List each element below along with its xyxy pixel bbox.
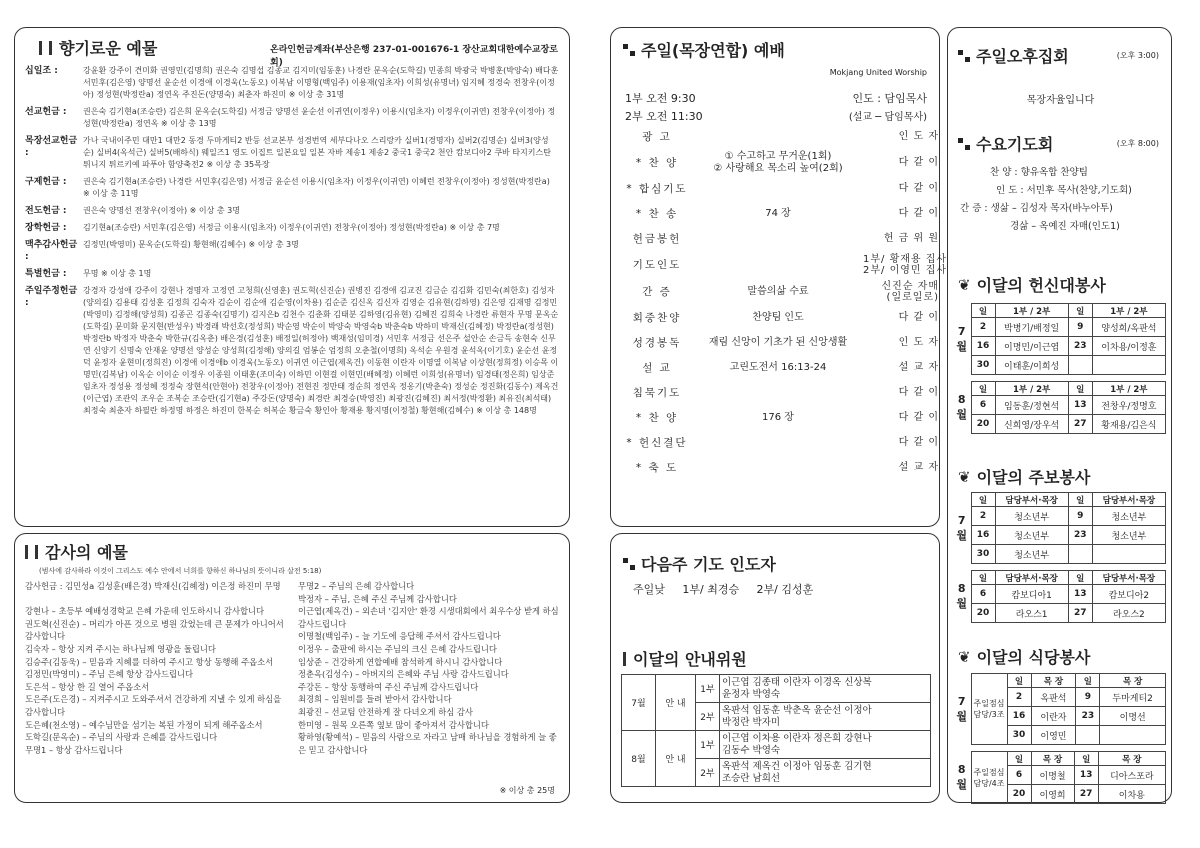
assignee-cell: 청소년부 <box>1092 507 1165 526</box>
day-cell: 30 <box>971 356 995 375</box>
offerings-title: 향기로운 예물 <box>59 39 158 58</box>
guide-row <box>622 675 931 703</box>
offering-kind: 십일조 : <box>25 66 58 76</box>
thanks-line: 도은혜(천소영) – 예수님만을 섬기는 복된 가정이 되게 해주옵소서 <box>25 719 263 730</box>
header-cell: 1부 / 2부 <box>1092 382 1165 396</box>
worship-item <box>621 278 939 305</box>
guide-part: 1부 <box>696 675 720 703</box>
header-cell: 일 <box>971 571 995 585</box>
leaf-icon: ❦ <box>958 467 971 486</box>
assignee-cell: 청소년부 <box>995 507 1068 526</box>
day-cell: 16 <box>971 337 995 356</box>
offering-names: 강경자 강성애 강주이 강현나 경명자 고정연 고청희(신영훈) 권도혁(신진순) 권병진 김경애 김교진 김금순 김김화 김민숙(최한호) 김성자(양의길) 김용태 김성훈 김정희 김숙자 김순이 김순애 김순영(이차용) 김순준 김신옥 김신자 김영순 김유현(김하영) 김은영 김재명 김정민(박영미) 김정해(양성희) 김종곤 김종숙(김명기) 김지은b 김천수 김춘화 김태분 김하영(김유현) 김혜진 김희숙 나경란 류현자 무명 문옥순(도학길) 문미화 문지현(반성우) 박경래 박선호(정성희) 박순영 박순이 박양숙 박영숙b 박춘숙b 박하미 박재신(김혜정) 박정란a(정성현) 박정란b 박정자 박춘숙 박한규(김옥춘) 배은경(김성훈) 배정일(허정아) 백재성(임미경) 서민후 서정금 선은주 설안순 손금득 송현숙 신무연 신양기 신명숙 안재윤 양명선 양성순 양성희(김정해) 양의길 엄봉순 엄정희 오춘철(이명희) 옥석순 우원경 윤석옥(이기호) 윤순선 윤정덕 윤정자 윤현미(정희진) 이경애 이경애b 이경욱(노동오) 이귀연 이근엽(제옥건) 이동현 이란자 이명열 이복남 이상현(정희정) 이승목 이명민(김복남) 이옥순 이이순 이정우 이종원 이태훈(조미숙) 이하민 이현걸 이현민(배혜정) 이혜런 이희성(유명녀) 임경태(정은희) 임상준 임초자 정성용 정성혜 정정숙 장현석(안현아) 전창우(이정아) 전현진 정만태 정순희 정연옥 정옹기(박춘숙) 정성순 정진화(김동수) 제옥건(이근엽) 조관익 조우순 조복순 조승란(김기현a) 주강돈(양명숙) 최경란 최경승(박영진) 최광진(김혜진) 최서정(박정환) 최유진(최석태) 최정숙 최춘자 하필란 하정명 하정은 하진미 한복순 허복순 황금숙 황인아 황재용 황지명(이정철) 황현해(김혜수) ※ 이상 총 148명 <box>83 286 559 415</box>
offerings-panel <box>14 27 570 527</box>
assignee-cell: 라오스1 <box>995 604 1068 623</box>
assignee-cell: 캄보디아2 <box>1092 585 1165 604</box>
thanks-line: 이정우 – 출판에 하시는 주님의 크신 은혜 감사드립니다 <box>298 643 497 654</box>
right-panel <box>947 27 1172 803</box>
guide-month: 8월 <box>622 731 656 787</box>
worship-item <box>621 405 939 430</box>
dev-tables <box>953 303 1168 434</box>
day-cell: 27 <box>1068 604 1092 623</box>
worship-title-row <box>623 38 785 61</box>
worship-item-name: 회중찬양 <box>632 312 682 324</box>
dev-title-row <box>958 273 1106 296</box>
bul-title-row <box>958 465 1090 488</box>
worship-title: 주일(목장연합) 예배 <box>641 41 785 60</box>
header-cell: 담당부서·목장 <box>995 571 1068 585</box>
month-cell: 7 월 <box>956 694 968 723</box>
header-cell: 일 <box>971 382 995 396</box>
header-cell: 1부 / 2부 <box>1092 304 1165 318</box>
offering-names: 권은숙 김기현a(조승란) 나경란 서민후(김은영) 서정금 윤순선 이용시(임초자) 이정우(이귀연) 이혜런 전창우(이정아) 정성현(박정란a) ※ 이상 총 11명 <box>83 177 550 198</box>
header-cell: 1부 / 2부 <box>995 304 1068 318</box>
worship-item <box>621 305 939 330</box>
offering-row <box>25 106 559 130</box>
offering-kind: 장학헌금 : <box>25 223 67 233</box>
day-cell: 20 <box>971 604 995 623</box>
service-row <box>953 415 1166 434</box>
service-header-row <box>953 674 1166 688</box>
service-time-2: 2부 오전 11:30 <box>625 110 703 123</box>
worship-item-name: 광 고 <box>642 131 672 143</box>
guide-title: 이달의 안내위원 <box>633 650 747 669</box>
guide-names: 옥판석 임동훈 박춘옥 윤순선 이정아 박정란 박자미 <box>720 703 931 731</box>
dev-title: 이달의 헌신대봉사 <box>976 276 1106 295</box>
assignee-cell <box>1092 356 1165 375</box>
worship-item-detail: 찬양팀 인도 <box>752 311 804 323</box>
square-icon <box>958 50 970 62</box>
service-row <box>953 318 1166 337</box>
assignee-cell: 캄보디아1 <box>995 585 1068 604</box>
day-cell: 2 <box>1007 688 1031 707</box>
worship-item-name: * 찬 양 <box>635 412 679 424</box>
service-header-row <box>953 493 1166 507</box>
offering-names: 무명 ※ 이상 총 1명 <box>83 269 152 278</box>
worship-item <box>621 380 939 405</box>
thanks-line: 감사헌금 : 김민성a 김성훈(배은경) 박재신(김혜정) 이은정 하진미 무명 <box>25 581 281 591</box>
service-row <box>953 604 1166 623</box>
day-cell <box>1068 545 1092 564</box>
month-cell: 8 월 <box>956 582 968 610</box>
service-time-1: 1부 오전 9:30 <box>625 92 696 105</box>
assignee-cell: 임동훈/정현석 <box>995 396 1068 415</box>
thanks-column-2 <box>298 580 559 756</box>
service-row <box>953 396 1166 415</box>
guide-row <box>622 731 931 759</box>
thanks-panel <box>14 533 570 803</box>
thanks-line: 김정민(박영미) – 주님 은혜 항상 감사드립니다 <box>25 669 194 680</box>
din-title-row <box>958 645 1090 668</box>
worship-item-detail: 176 장 <box>762 411 794 423</box>
day-cell <box>1068 356 1092 375</box>
offering-kind: 전도헌금 : <box>25 206 67 216</box>
day-cell: 13 <box>1068 585 1092 604</box>
wed-title: 수요기도회 <box>976 135 1054 154</box>
guide-part: 2부 <box>696 703 720 731</box>
worship-item-name: * 찬 송 <box>635 208 679 220</box>
worship-item-name: * 합심기도 <box>626 183 688 195</box>
service-header-row <box>953 752 1166 766</box>
header-cell: 일 <box>1068 304 1092 318</box>
wed-time: (오후 8:00) <box>1116 139 1159 148</box>
worship-item-leader: 인 도 자 <box>898 337 939 348</box>
guide-names: 이근엽 김종태 이란자 이경옥 신상복 윤정자 박영숙 <box>720 675 931 703</box>
assignee-cell: 디아스포라 <box>1098 766 1165 785</box>
worship-item <box>621 201 939 226</box>
wed-line: 찬 양 : 향유옥합 찬양팀 <box>990 167 1088 178</box>
thanks-verse: (범사에 감사하라 이것이 그리스도 예수 안에서 너희를 향하신 하나님의 뜻이니라 살전 5:18) <box>39 567 322 575</box>
worship-item <box>621 176 939 201</box>
worship-item-detail: 말씀의삶 수료 <box>747 285 809 297</box>
thanks-line: 권도혁(신진순) – 머리가 아픈 것으로 병원 갔었는데 큰 문제가 아니어서 감사합니다 <box>25 618 284 642</box>
bul-tables <box>953 492 1168 623</box>
header-cell: 목 장 <box>1031 752 1074 766</box>
guide-names: 옥판석 제옥건 이정아 임동훈 김기현 조승란 남희선 <box>720 759 931 787</box>
thanks-line <box>25 593 286 606</box>
guide-part: 1부 <box>696 731 720 759</box>
offering-names: 김정민(박영미) 문옥순(도학길) 황현해(김혜수) ※ 이상 총 3명 <box>83 240 299 249</box>
assignee-cell: 이영민 <box>1031 726 1076 745</box>
offering-kind: 주일주정헌금 : <box>25 286 78 308</box>
thanks-line: 임상준 – 건강하게 연합예배 참석하게 하시니 감사합니다 <box>298 656 503 667</box>
worship-item-name: * 축 도 <box>635 462 679 474</box>
thanks-line: 주강돈 – 항상 동행하여 주신 주님께 감사드립니다 <box>298 681 479 692</box>
pm-title: 주일오후집회 <box>976 47 1069 66</box>
thanks-line: 최경희 – 임원비를 들려 받아서 감사합니다 <box>298 694 452 705</box>
day-cell: 13 <box>1074 766 1098 785</box>
worship-item-name: 간 증 <box>642 286 672 298</box>
thanks-title-row <box>25 540 559 563</box>
worship-item-name: 침묵기도 <box>632 387 682 399</box>
worship-item <box>621 251 948 278</box>
day-cell: 16 <box>971 526 995 545</box>
worship-item-leader: 다 같 이 <box>898 437 939 448</box>
worship-item-detail: ① 수고하고 무거운(1회) ② 사랑해요 목소리 높여(2회) <box>713 150 843 174</box>
online-account: 온라인헌금계좌(부산은행 237-01-001676-1 장산교회대한예수교장로회) <box>270 45 559 68</box>
thanks-column-1 <box>25 580 286 756</box>
offering-names: 김기현a(조승란) 서민후(김은영) 서정금 이용시(임초자) 이정우(이귀연) 전창우(이정아) 정성현(박정란a) ※ 이상 총 7명 <box>83 223 500 232</box>
service-table <box>953 303 1166 375</box>
wed-line: 간 증 : 생삶 – 김성자 목자(바누아투) <box>960 203 1113 214</box>
offering-names: 권은숙 김기현a(조승란) 김은희 문옥순(도학길) 서정금 양명선 윤순선 이귀연(이정우) 이용시(임초자) 이정우(이귀연) 전창우(이정아) 정성현(박정란a) 정연옥 ※ 이상 총 13명 <box>83 107 556 128</box>
worship-item-leader: 신진순 자매 (일로일로) <box>881 280 939 303</box>
worship-item-leader: 다 같 이 <box>898 387 939 398</box>
assignee-cell <box>1100 726 1166 745</box>
thanks-line: 무명2 – 주님의 은혜 감사합니다 <box>298 581 415 591</box>
day-cell: 6 <box>971 585 995 604</box>
service-header-row <box>953 571 1166 585</box>
bar-icon <box>25 545 28 559</box>
label-cell: 주일점심 담당/4조 <box>971 752 1007 804</box>
assignee-cell: 이명민/이근엽 <box>995 337 1068 356</box>
day-cell: 2 <box>971 507 995 526</box>
service-table <box>953 492 1166 564</box>
assignee-cell: 청소년부 <box>995 526 1068 545</box>
thanks-title: 감사의 예물 <box>45 543 128 562</box>
guide-part: 2부 <box>696 759 720 787</box>
leader-2: (설교 ─ 담임목사) <box>848 112 927 123</box>
next-leaders: 주일낮 1부/ 최경승 2부/ 김성훈 <box>633 583 814 596</box>
assignee-cell: 박병기/배정일 <box>995 318 1068 337</box>
thanks-line: 이명철(백임주) – 늘 기도에 응답해 주셔서 감사드립니다 <box>298 631 501 642</box>
worship-item-name: 헌금봉헌 <box>632 233 682 245</box>
pm-time: (오후 3:00) <box>1116 51 1159 60</box>
offering-row <box>25 65 559 101</box>
header-cell: 일 <box>1074 752 1098 766</box>
offering-row <box>25 205 559 217</box>
header-cell: 일 <box>1068 571 1092 585</box>
bul-title: 이달의 주보봉사 <box>976 468 1091 487</box>
assignee-cell: 이명철 <box>1031 766 1074 785</box>
offering-row <box>25 176 559 200</box>
guide-names: 이근엽 이차용 이란자 정은희 강현나 김동수 박영숙 <box>720 731 931 759</box>
wed-line: 인 도 : 서민후 목사(찬양,기도회) <box>996 185 1132 196</box>
day-cell: 6 <box>1007 766 1031 785</box>
guide-table <box>621 674 931 787</box>
offerings-list <box>25 65 559 417</box>
assignee-cell: 양성희/옥판석 <box>1092 318 1165 337</box>
thanks-line: 무명1 – 항상 감사드립니다 <box>25 744 123 755</box>
thanks-line: 도학길(문옥순) – 주님의 사랑과 은혜를 감사드립니다 <box>25 732 218 743</box>
offering-names: 강윤환 강주이 견미화 권영민(김명희) 권은숙 김명섭 김종교 김지미(임동훈) 나경란 문옥순(도학길) 민종희 박광국 박병훈(박양숙) 배다훈 서민후(김은영) 양명선 윤순선 이경애 이경욱(노동오) 이복남 이명형(백임주) 이용재(임초자) 이희성(유명녀) 임지혜 정경숙 전창우(이정아) 정성현(박정란a) 정연옥 주진돈(양명숙) 최춘자 하진미 ※ 이상 총 31명 <box>83 66 559 99</box>
service-row <box>953 507 1166 526</box>
thanks-line: 황하영(황예석) – 믿음의 사람으로 자라고 남매 하나님을 경험하게 늘 좋은 믿고 감사합니다 <box>298 732 557 755</box>
thanks-line: 정춘옥(김성수) – 아버지의 은혜와 주님 사랑 감사드립니다 <box>298 669 509 680</box>
offering-names: 권은숙 양명선 전창우(이정아) ※ 이상 총 3명 <box>83 206 240 215</box>
worship-item-detail: 74 장 <box>765 207 791 219</box>
day-cell: 30 <box>1007 726 1031 745</box>
next-panel <box>610 533 940 803</box>
worship-item <box>621 124 939 149</box>
service-table <box>953 751 1166 804</box>
thanks-line: 이근엽(제옥건) – 외손녀 '김지안' 환경 시생대회에서 최우수상 받게 하심 감사드립니다 <box>298 606 559 629</box>
offering-row <box>25 285 559 417</box>
month-cell: 7 월 <box>956 513 968 542</box>
day-cell: 20 <box>1007 785 1031 804</box>
service-header-row <box>953 304 1166 318</box>
worship-item <box>621 455 939 480</box>
day-cell: 23 <box>1076 707 1100 726</box>
offering-kind: 구제헌금 : <box>25 177 67 187</box>
assignee-cell: 전창우/정명호 <box>1092 396 1165 415</box>
service-table <box>953 673 1166 745</box>
bar-icon <box>49 41 52 55</box>
worship-panel <box>610 27 948 527</box>
assignee-cell: 신희영/장우석 <box>995 415 1068 434</box>
leaf-icon: ❦ <box>958 647 971 666</box>
header-cell: 담당부서·목장 <box>1092 493 1165 507</box>
service-table <box>953 381 1166 434</box>
worship-item-name: 기도인도 <box>632 259 682 271</box>
header-cell: 일 <box>1007 752 1031 766</box>
checker-icon <box>623 558 635 570</box>
din-title: 이달의 식당봉사 <box>976 648 1091 667</box>
service-table <box>953 570 1166 623</box>
leaf-icon: ❦ <box>958 275 971 294</box>
service-row <box>953 526 1166 545</box>
guide-month: 7월 <box>622 675 656 731</box>
thanks-line: 김승주(김동욱) – 믿음과 지혜를 더하여 주시고 항상 동행해 주옵소서 <box>25 656 274 667</box>
wed-line: 경삶 – 옥예진 자매(인도1) <box>1010 221 1120 232</box>
day-cell: 27 <box>1068 415 1092 434</box>
label-cell: 주일점심 담당/3조 <box>971 674 1007 745</box>
thanks-line: 도은석 – 항상 한 길 열어 주옵소서 <box>25 681 150 692</box>
worship-item-name: 성경봉독 <box>632 337 682 349</box>
assignee-cell: 이태훈/이희성 <box>995 356 1068 375</box>
header-cell: 1부 / 2부 <box>995 382 1068 396</box>
header-cell: 담당부서·목장 <box>995 493 1068 507</box>
header-cell: 일 <box>1076 674 1100 688</box>
worship-item-leader: 1부/ 황재용 집사 2부/ 이영민 집사 <box>863 253 948 276</box>
worship-item-name: * 찬 양 <box>635 157 679 169</box>
worship-item-leader: 설 교 자 <box>898 462 939 473</box>
thanks-line: 강현나 – 초등부 예배성경학교 은혜 가운데 인도하시니 감사합니다 <box>25 606 265 617</box>
guide-title-row <box>623 647 747 670</box>
header-cell: 목 장 <box>1098 752 1165 766</box>
day-cell <box>1076 726 1100 745</box>
bar-icon <box>623 652 626 666</box>
worship-item-name: 설 교 <box>642 362 672 374</box>
service-header-row <box>953 382 1166 396</box>
worship-item <box>621 355 939 380</box>
service-row <box>953 337 1166 356</box>
offering-row <box>25 222 559 234</box>
thanks-line: 김숙자 – 항상 지켜 주시는 하나님께 영광을 돌립니다 <box>25 643 216 654</box>
offering-row <box>25 239 559 263</box>
day-cell: 2 <box>971 318 995 337</box>
header-cell: 일 <box>971 304 995 318</box>
worship-item-leader: 헌 금 위 원 <box>883 233 939 244</box>
thanks-total: ※ 이상 총 25명 <box>499 786 555 795</box>
day-cell: 9 <box>1068 507 1092 526</box>
service-row <box>953 585 1166 604</box>
assignee-cell: 두마게티2 <box>1100 688 1166 707</box>
day-cell: 20 <box>971 415 995 434</box>
day-cell: 13 <box>1068 396 1092 415</box>
thanks-line: 도은주(도은경) – 지켜주시고 도와주셔서 건강하게 지낼 수 있게 하심을 감사합니다 <box>25 694 282 717</box>
header-cell: 일 <box>1068 493 1092 507</box>
header-cell: 일 <box>971 493 995 507</box>
assignee-cell: 이차용/이정훈 <box>1092 337 1165 356</box>
pm-title-row <box>958 44 1069 67</box>
worship-item-leader: 설 교 자 <box>898 362 939 373</box>
assignee-cell: 이영희 <box>1031 785 1074 804</box>
assignee-cell: 라오스2 <box>1092 604 1165 623</box>
thanks-line: 박정자 – 주님, 은혜 주신 주님께 감사합니다 <box>298 593 457 604</box>
assignee-cell: 황재용/김은식 <box>1092 415 1165 434</box>
day-cell: 9 <box>1068 318 1092 337</box>
bar-icon <box>39 41 42 55</box>
worship-item <box>621 430 939 455</box>
offering-names: 가나 국내이주민 대만1 대만2 동경 두마게티2 반등 선교본부 성경번역 세부다나오 스리랑카 실버1(경명자) 실버2(김명순) 실버3(양성순) 실버4(옥석근) 실버5(배하식) 웨일즈1 영도 이집트 일본요일 일본 자바 제송1 제송2 중국1 중국2 천안 캄보디아2 쿠바 타지키스탄 튀니지 튀르키예 파푸아 함양축전2 ※ 이상 총 35목장 <box>83 136 551 169</box>
next-title: 다음주 기도 인도자 <box>641 555 776 574</box>
thanks-line: 한미영 – 원목 오른쪽 옆보 많이 좋아져서 감사합니다 <box>298 719 489 730</box>
assignee-cell: 이란자 <box>1031 707 1076 726</box>
assignee-cell: 이명선 <box>1100 707 1166 726</box>
offering-kind: 선교헌금 : <box>25 107 67 117</box>
worship-item-leader: 다 같 이 <box>898 412 939 423</box>
offering-kind: 특별헌금 : <box>25 269 67 279</box>
square-icon <box>623 44 635 56</box>
day-cell: 23 <box>1068 526 1092 545</box>
bar-icon <box>35 545 38 559</box>
guide-role: 안 내 <box>656 731 696 787</box>
wed-title-row <box>958 132 1053 155</box>
offering-kind: 맥추감사헌금 : <box>25 240 78 262</box>
worship-item <box>621 149 939 176</box>
worship-item-detail: 재림 신앙이 기초가 된 신앙생활 <box>708 336 848 348</box>
offering-kind: 목장선교헌금 : <box>25 136 78 158</box>
leader-1: 인도 : 담임목사 <box>852 92 927 105</box>
worship-item-leader: 다 같 이 <box>898 183 939 194</box>
header-cell: 목 장 <box>1031 674 1076 688</box>
assignee-cell <box>1092 545 1165 564</box>
assignee-cell: 옥판석 <box>1031 688 1076 707</box>
month-cell: 7 월 <box>956 324 968 353</box>
service-row <box>953 356 1166 375</box>
worship-item-leader: 인 도 자 <box>898 131 939 142</box>
day-cell: 27 <box>1074 785 1098 804</box>
assignee-cell: 청소년부 <box>995 545 1068 564</box>
worship-item-name: * 헌신결단 <box>626 437 688 449</box>
day-cell: 30 <box>971 545 995 564</box>
header-cell: 목 장 <box>1100 674 1166 688</box>
month-cell: 8 월 <box>956 763 968 791</box>
worship-item-leader: 다 같 이 <box>898 312 939 323</box>
worship-item <box>621 226 939 251</box>
worship-item-leader: 다 같 이 <box>898 208 939 219</box>
offering-row <box>25 268 559 280</box>
worship-item-detail: 고린도전서 16:13-24 <box>729 361 827 373</box>
thanks-line: 최광진 – 선교팀 안전하게 잘 다녀오게 하심 감사 <box>298 706 473 717</box>
worship-subtitle: Mokjang United Worship <box>829 68 927 77</box>
header-cell: 일 <box>1007 674 1031 688</box>
month-cell: 8 월 <box>956 393 968 421</box>
square-icon <box>958 138 970 150</box>
worship-item <box>621 330 939 355</box>
assignee-cell: 청소년부 <box>1092 526 1165 545</box>
day-cell: 16 <box>1007 707 1031 726</box>
offering-row <box>25 135 559 171</box>
header-cell: 일 <box>1068 382 1092 396</box>
pm-text: 목장자율입니다 <box>1026 95 1095 106</box>
day-cell: 6 <box>971 396 995 415</box>
worship-item-leader: 다 같 이 <box>898 157 939 168</box>
day-cell: 9 <box>1076 688 1100 707</box>
din-tables <box>953 673 1168 804</box>
assignee-cell: 이차용 <box>1098 785 1165 804</box>
wed-details <box>960 164 1165 236</box>
guide-role: 안 내 <box>656 675 696 731</box>
day-cell: 23 <box>1068 337 1092 356</box>
next-title-row <box>623 552 776 575</box>
header-cell: 담당부서·목장 <box>1092 571 1165 585</box>
service-row <box>953 545 1166 564</box>
